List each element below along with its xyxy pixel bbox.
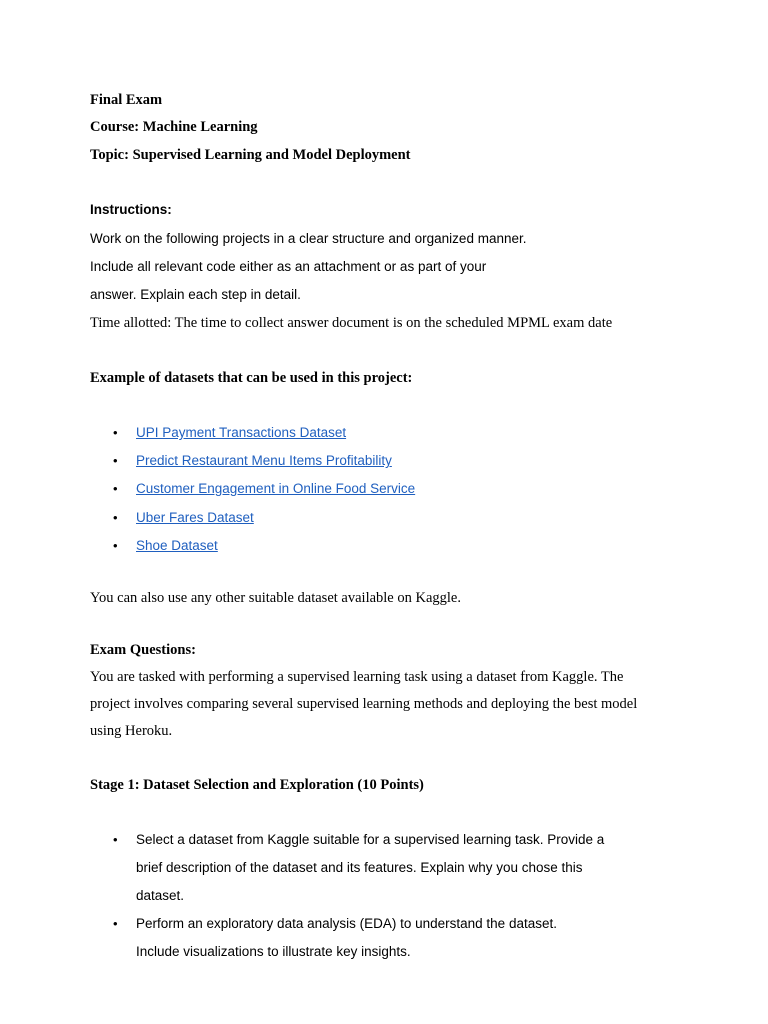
stage1-task-line: Include visualizations to illustrate key insights. xyxy=(136,944,411,959)
course-line: Course: Machine Learning xyxy=(90,119,258,135)
bullet-icon: • xyxy=(113,453,118,468)
instruction-line: answer. Explain each step in detail. xyxy=(90,287,301,302)
bullet-icon: • xyxy=(113,481,118,496)
stage1-task-line: dataset. xyxy=(136,888,185,903)
stage1-task-line: Select a dataset from Kaggle suitable for a supervised learning task. Provide a xyxy=(136,832,605,847)
bullet-icon: • xyxy=(113,832,118,847)
stage1-task-line: brief description of the dataset and its features. Explain why you chose this xyxy=(136,860,583,875)
topic-line: Topic: Supervised Learning and Model Deployment xyxy=(90,147,411,163)
exam-heading: Exam Questions: xyxy=(90,642,196,658)
datasets-heading: Example of datasets that can be used in this project: xyxy=(90,370,413,386)
stage1-task-line: Perform an exploratory data analysis (EDA) to understand the dataset. xyxy=(136,916,557,931)
bullet-icon: • xyxy=(113,538,118,553)
exam-intro-line: project involves comparing several supervised learning methods and deploying the best model xyxy=(90,696,638,712)
instruction-line: Include all relevant code either as an attachment or as part of your xyxy=(90,259,487,274)
dataset-link-uber-fares[interactable]: Uber Fares Dataset xyxy=(136,510,254,525)
dataset-link-shoe[interactable]: Shoe Dataset xyxy=(136,538,218,553)
exam-intro-line: You are tasked with performing a supervised learning task using a dataset from Kaggle. The xyxy=(90,669,624,685)
instructions-heading: Instructions: xyxy=(90,202,172,217)
bullet-icon: • xyxy=(113,510,118,525)
dataset-link-restaurant-menu[interactable]: Predict Restaurant Menu Items Profitability xyxy=(136,453,392,468)
bullet-icon: • xyxy=(113,425,118,440)
dataset-link-upi[interactable]: UPI Payment Transactions Dataset xyxy=(136,425,347,440)
instruction-line: Work on the following projects in a clear structure and organized manner. xyxy=(90,231,527,246)
dataset-link-customer-engagement[interactable]: Customer Engagement in Online Food Service xyxy=(136,481,416,496)
exam-intro-line: using Heroku. xyxy=(90,723,173,739)
time-allotted-line: Time allotted: The time to collect answer document is on the scheduled MPML exam date xyxy=(90,315,613,331)
datasets-note: You can also use any other suitable dataset available on Kaggle. xyxy=(90,590,461,606)
doc-title: Final Exam xyxy=(90,92,163,108)
stage1-heading: Stage 1: Dataset Selection and Exploration (10 Points) xyxy=(90,777,424,793)
bullet-icon: • xyxy=(113,916,118,931)
